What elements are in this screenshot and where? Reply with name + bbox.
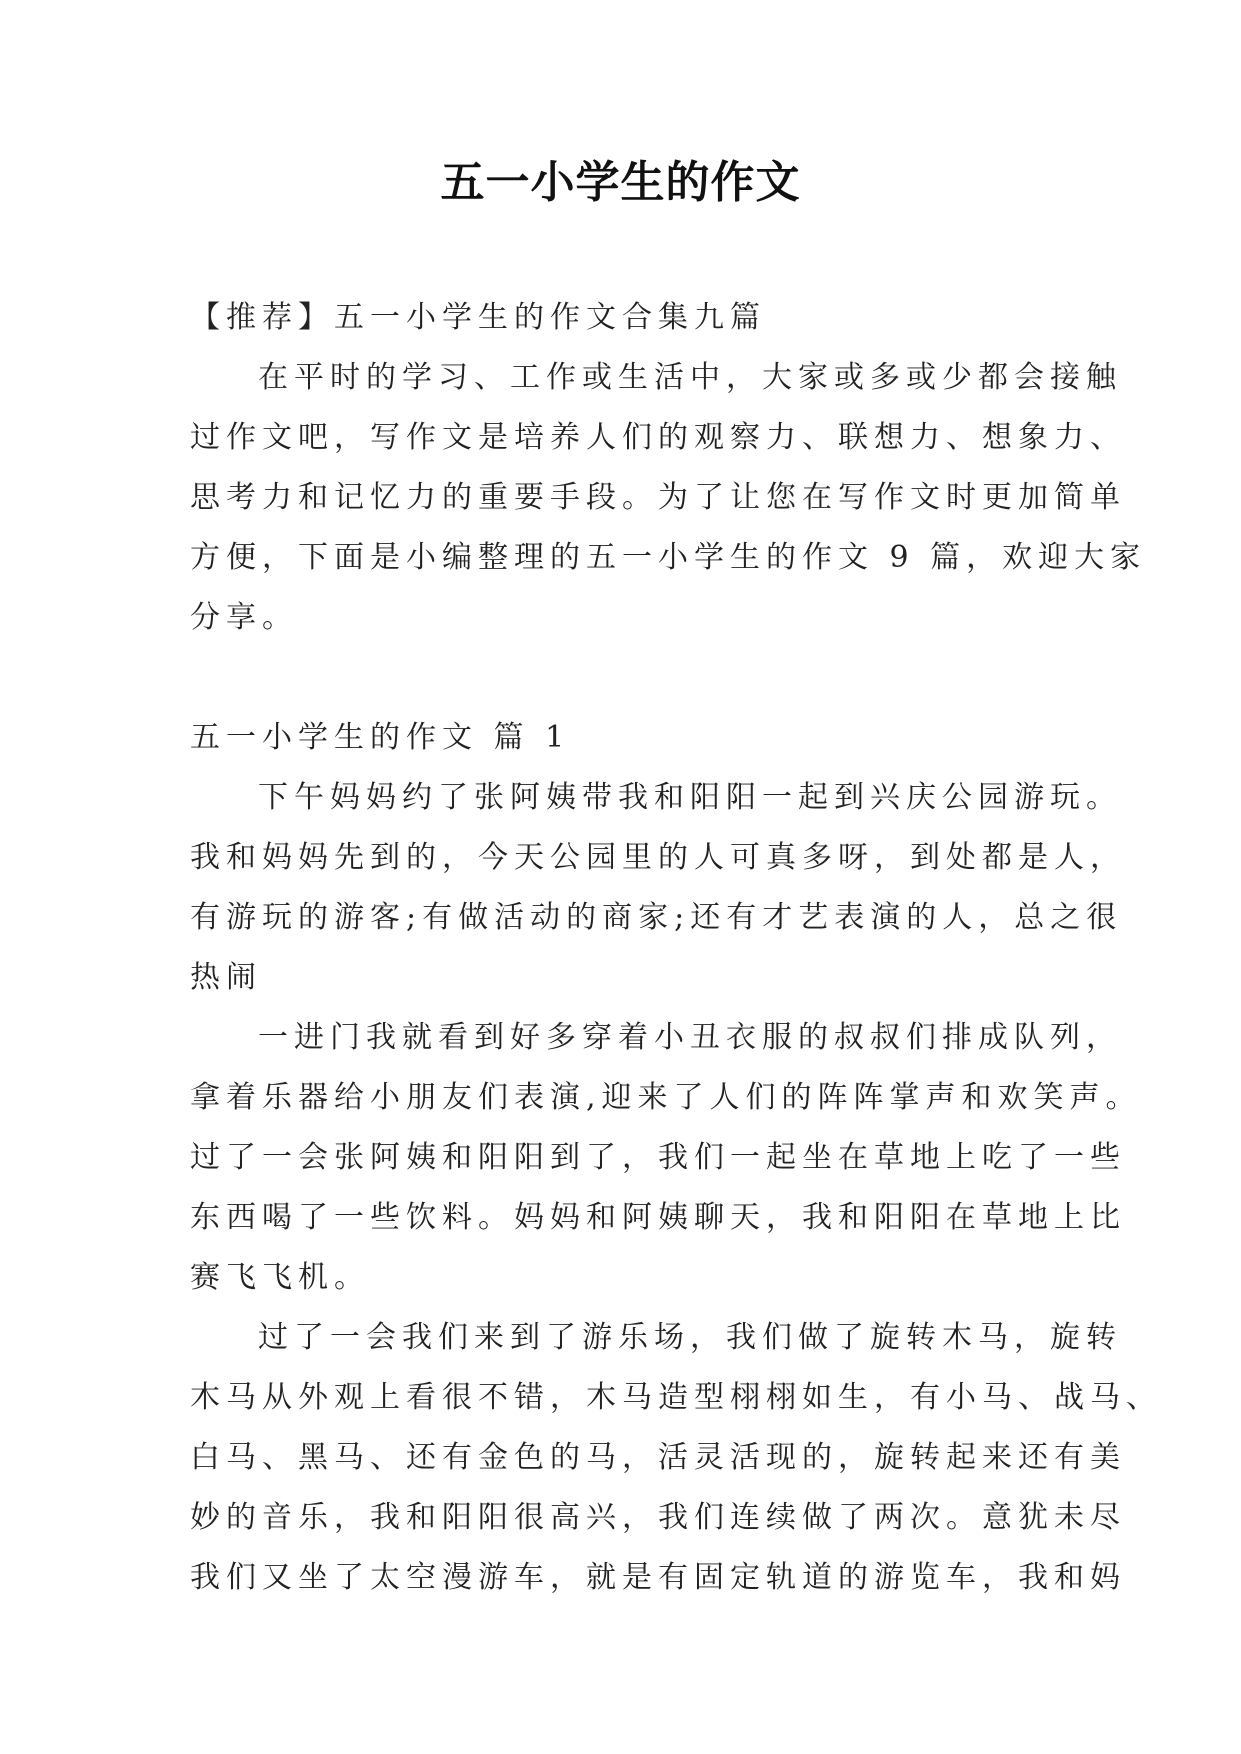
intro-line: 方便，下面是小编整理的五一小学生的作文 9 篇，欢迎大家: [190, 540, 1147, 575]
paragraph-line: 赛飞飞机。: [190, 1260, 370, 1295]
intro-line: 过作文吧，写作文是培养人们的观察力、联想力、想象力、: [190, 420, 1126, 455]
paragraph-line: 妙的音乐，我和阳阳很高兴，我们连续做了两次。意犹未尽: [190, 1500, 1126, 1535]
paragraph-line: 白马、黑马、还有金色的马，活灵活现的，旋转起来还有美: [190, 1440, 1126, 1475]
paragraph-line: 一进门我就看到好多穿着小丑衣服的叔叔们排成队列，: [258, 1020, 1122, 1055]
section-heading: 五一小学生的作文 篇 1: [190, 720, 571, 755]
paragraph-line: 下午妈妈约了张阿姨带我和阳阳一起到兴庆公园游玩。: [258, 780, 1122, 815]
document-body: [190, 288, 1162, 1608]
intro-line: 分享。: [190, 600, 298, 635]
paragraph-2: [190, 1008, 1142, 1308]
intro-paragraph: [190, 348, 1147, 648]
paragraph-line: 我和妈妈先到的，今天公园里的人可真多呀，到处都是人，: [190, 840, 1126, 875]
paragraph-line: 过了一会张阿姨和阳阳到了，我们一起坐在草地上吃了一些: [190, 1140, 1126, 1175]
paragraph-line: 有游玩的游客;有做活动的商家;还有才艺表演的人，总之很: [190, 900, 1123, 935]
paragraph-line: 热闹: [190, 960, 262, 995]
paragraph-3: [190, 1308, 1162, 1608]
intro-line: 思考力和记忆力的重要手段。为了让您在写作文时更加简单: [190, 480, 1126, 515]
intro-line: 在平时的学习、工作或生活中，大家或多或少都会接触: [258, 360, 1122, 395]
document-title: 五一小学生的作文: [440, 157, 801, 208]
paragraph-line: 东西喝了一些饮料。妈妈和阿姨聊天，我和阳阳在草地上比: [190, 1200, 1126, 1235]
paragraph-line: 木马从外观上看很不错，木马造型栩栩如生，有小马、战马、: [190, 1380, 1162, 1415]
paragraph-line: 我们又坐了太空漫游车，就是有固定轨道的游览车，我和妈: [190, 1560, 1126, 1595]
spacer: [190, 648, 1070, 708]
paragraph-line: 过了一会我们来到了游乐场，我们做了旋转木马，旋转: [258, 1320, 1122, 1355]
subtitle: 【推荐】五一小学生的作文合集九篇: [190, 300, 766, 335]
paragraph-line: 拿着乐器给小朋友们表演,迎来了人们的阵阵掌声和欢笑声。: [190, 1080, 1142, 1115]
paragraph-1: [190, 768, 1126, 1008]
